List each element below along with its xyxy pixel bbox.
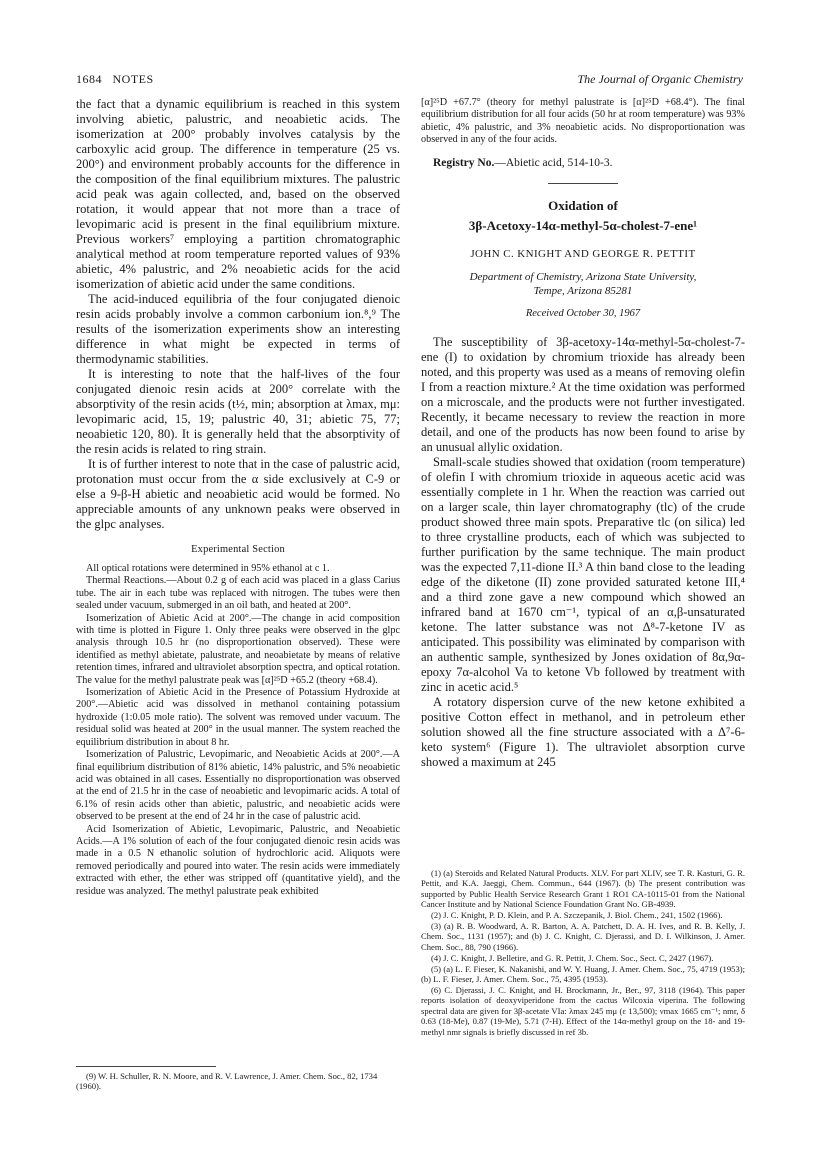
footnote: (4) J. C. Knight, J. Belletire, and G. R. Pettit, J. Chem. Soc., Sect. C, 2427 (1967).: [431, 952, 714, 963]
left-paragraph: the fact that a dynamic equilibrium is reached in this system involving abietic, palustric, and neoabietic acids. The isomerization at 200° probably involves catalysis by the carboxylic acid group. The difference in temperature (25 vs. 200°) and environment probably accounts for the difference in the composition of the final equilibrium mixtures. The palustric acid peak was again collected, and, based on the observed rotation, it would appear that not more than a trace of levopimaric acid is present in the final equilibrium mixture. Previous workers⁷ employing a partition chromatographic analytical method at room temperature reported values of 93% abietic, 4% palustric, and 2% neoabietic acids for the acid isomerization of abietic acid under the same conditions.: [76, 97, 400, 291]
right-paragraph: A rotatory dispersion curve of the new ketone exhibited a positive Cotton effect in methanol, and in petroleum ether solution showed all the fine structure associated with a Δ⁷-6-keto system⁶ (Figure 1). The ultraviolet absorption curve showed a maximum at 245: [421, 694, 745, 769]
section-name: NOTES: [112, 72, 154, 86]
experimental-paragraph: Isomerization of Abietic Acid in the Presence of Potassium Hydroxide at 200°.—Abietic acid was dissolved in methanol containing potassium hydroxide (1:0.05 mole ratio). The solvent was removed under vacuum. The residual solid was heated at 200° in the usual manner. The system reached the equilibrium distribution in about 8 hr.: [76, 687, 400, 748]
affiliation-line: Tempe, Arizona 85281: [533, 284, 633, 297]
registry-text: —Abietic acid, 514-10-3.: [494, 156, 613, 169]
affiliation-line: Department of Chemistry, Arizona State University,: [469, 270, 697, 283]
right-paragraph: The susceptibility of 3β-acetoxy-14α-methyl-5α-cholest-7-ene (I) to oxidation by chromium trioxide has already been noted, and this property was used as a means of removing olefin I from a reaction mixture.² At the time oxidation was performed on a microscale, and the products were not further investigated. Recently, it became necessary to review the reaction in more detail, and one of the products has now been found to arise by an unusual allylic oxidation.: [421, 334, 745, 454]
registry-line: [421, 157, 745, 169]
experimental-heading: Experimental Section: [191, 544, 285, 555]
left-column: [76, 97, 400, 898]
registry-label: Registry No.: [433, 156, 495, 169]
page-number: 1684: [76, 72, 102, 86]
received-date: Received October 30, 1967: [525, 307, 641, 319]
footnote: (9) W. H. Schuller, R. N. Moore, and R. V. Lawrence, J. Amer. Chem. Soc., 82, 1734 (1960).: [76, 1071, 378, 1092]
experimental-paragraph: All optical rotations were determined in 95% ethanol at c 1.: [86, 563, 330, 574]
left-paragraph: It is interesting to note that the half-lives of the four conjugated dienoic resin acids at 200° correlate with the absorptivity of the resin acids (t½, min; absorption at λmax, mμ: levopimaric acid, 15, 19; palustric 40, 31; abietic 75, 77; neoabietic 120, 80). It is generally held that the absorptivity of the resin acids is related to ring strain.: [76, 367, 400, 456]
experimental-paragraph: Isomerization of Palustric, Levopimaric, and Neoabietic Acids at 200°.—A final equilibrium distribution of 81% abietic, 14% palustric, and 5% neoabietic acid was obtained in all cases. Essentially no disproportionation was observed at the end of 21.5 hr in the case of neoabietic and levopimaric acids. A total of 6.1% of resin acids other than abietic, palustric, and neoabietic acids were observed to be present at the end of 24 hr in the case of palustric acid.: [76, 749, 400, 823]
journal-name: The Journal of Organic Chemistry: [577, 72, 743, 86]
footnote: (2) J. C. Knight, P. D. Klein, and P. A. Szczepanik, J. Biol. Chem., 241, 1502 (1966).: [431, 910, 723, 921]
footnote: (3) (a) R. B. Woodward, A. R. Barton, A. A. Patchett, D. A. H. Ives, and R. B. Kelly, J. Chem. Soc., 1131 (1957); and (b) J. C. Knight, C. Djerassi, and D. I. Wilkinson, J. Amer. Chem. Soc., 88, 790 (1966).: [421, 921, 745, 952]
experimental-paragraph: Thermal Reactions.—About 0.2 g of each acid was placed in a glass Carius tube. The air in each tube was replaced with nitrogen. The tubes were then sealed under vacuum, submerged in an oil bath, and heated at 200°.: [76, 575, 400, 612]
footnote: (5) (a) L. F. Fieser, K. Nakanishi, and W. Y. Huang, J. Amer. Chem. Soc., 75, 4719 (1953); (b) L. F. Fieser, J. Amer. Chem. Soc., 75, 4395 (1953).: [421, 963, 745, 985]
experimental-paragraph: Isomerization of Abietic Acid at 200°.—The change in acid composition with time is plotted in Figure 1. Only three peaks were observed in the glpc analysis through 10.5 hr (no disproportionation observed). These were identified as methyl abietate, palustrate, and neoabietate by means of relative retention times, infrared and ultraviolet absorption spectra, and optical rotation. The value for the methyl palustrate peak was [α]²⁵D +65.2 (theory +68.4).: [76, 612, 400, 686]
title-line: Oxidation of: [548, 197, 618, 213]
right-paragraph: Small-scale studies showed that oxidation (room temperature) of olefin I with chromium trioxide in aqueous acetic acid was essentially complete in 1 hr. When the reaction was carried out on a larger scale, thin layer chromatography (tlc) of the crude product showed three main spots. Preparative tlc (on silica) led to three crystalline products, each of which was subjected to further purification by the same technique. The main product was the expected 7,11-dione II.³ A thin band close to the leading edge of the diketone (II) zone provided saturated ketone III,⁴ and a third zone gave a new compound which showed an infrared band at 1670 cm⁻¹, typical of an α,β-unsaturated ketone. The latter substance was not Δ⁸-7-ketone IV as anticipated. This possibility was eliminated by comparison with an authentic sample, synthesized by Jones oxidation of 8α,9α-epoxy 7α-alcohol Va to ketone Vb followed by treatment with zinc in acetic acid.⁵: [421, 454, 745, 694]
left-footnotes: [76, 1066, 400, 1092]
title-line: 3β-Acetoxy-14α-methyl-5α-cholest-7-ene¹: [468, 217, 698, 233]
left-paragraph: It is of further interest to note that in the case of palustric acid, protonation must occur from the α side exclusively at C-9 or else a 9-β-H abietic and neoabietic acid would be formed. No appreciable amounts of any unknown peaks were observed in the glpc analyses.: [76, 457, 400, 531]
authors: JOHN C. KNIGHT AND GEORGE R. PETTIT: [470, 247, 696, 260]
article-divider: [548, 183, 618, 184]
left-paragraph: The acid-induced equilibria of the four conjugated dienoic resin acids probably involve a common carbonium ion.⁸,⁹ The results of the isomerization experiments show an interesting difference in what might be expected in terms of thermodynamic stabilities.: [76, 292, 400, 366]
footnote-divider: [76, 1066, 216, 1067]
header-left: [76, 72, 154, 87]
article-title: [421, 196, 745, 236]
affiliation: [421, 270, 745, 298]
experimental-continuation: [α]²⁵D +67.7° (theory for methyl palustrate is [α]²⁵D +68.4°). The final equilibrium distribution for all four acids (50 hr at room temperature) was 93% abietic, 4% palustric, and 3% neoabietic acids. No disproportionation was observed in any of the four acids.: [421, 97, 745, 146]
footnote: (6) C. Djerassi, J. C. Knight, and H. Brockmann, Jr., Ber., 97, 3118 (1964). This paper reports isolation of deoxyviperidone from the cactus Wilcoxia viperina. The following spectral data are given for 3β-acetate VIa: λmax 245 mμ (ε 13,500); νmax 1665 cm⁻¹; nmr, δ 0.63 (18-Me), 0.87 (19-Me), 5.71 (7-H). Effect of the 14α-methyl group on the 18- and 19-methyl nmr signals is briefly discussed in ref 3b.: [421, 984, 745, 1037]
experimental-paragraph: Acid Isomerization of Abietic, Levopimaric, Palustric, and Neoabietic Acids.—A 1% solution of each of the four conjugated dienoic resin acids was made in a 0.5 N ethanolic solution of hydrochloric acid. Aliquots were removed periodically and poured into water. The resin acids were immediately extracted with ether, the ether was stripped off (quantitative yield), and the residue was analyzed. The methyl palustrate peak exhibited: [76, 823, 400, 897]
right-column: [421, 97, 745, 770]
footnote: (1) (a) Steroids and Related Natural Products. XLV. For part XLIV, see T. R. Kasturi, G. R. Pettit, and K.A. Jaeggi, Chem. Commun., 644 (1967). (b) The present contribution was supported by Public Health Service Research Grant 1 RO1 CA-10115-01 from the National Cancer Institute and by National Science Foundation Grant No. GB-4939.: [421, 868, 745, 910]
page-header: [76, 72, 743, 88]
right-footnotes: [421, 868, 745, 1038]
